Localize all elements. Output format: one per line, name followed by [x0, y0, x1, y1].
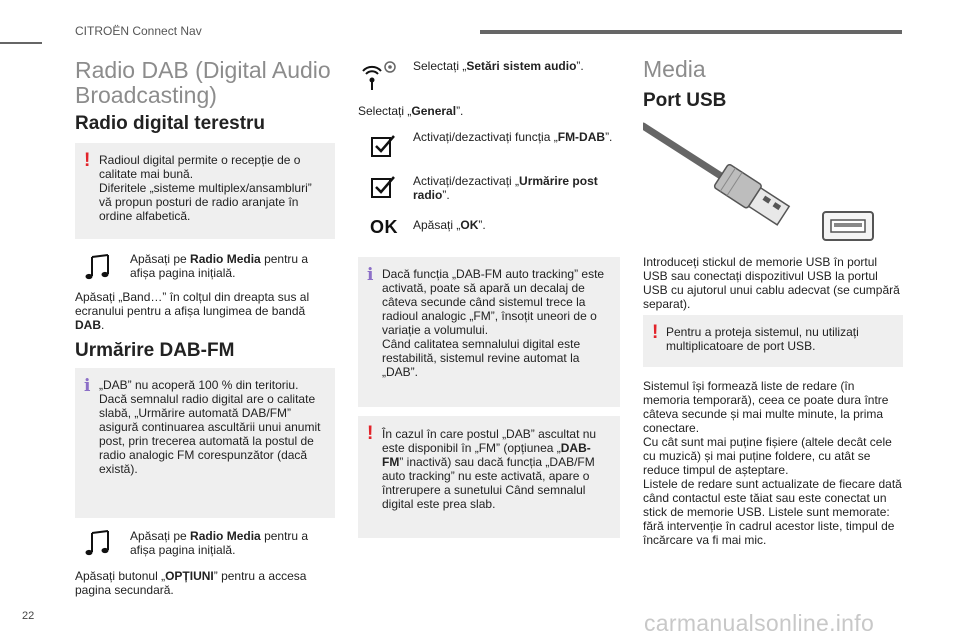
usb-connector-illustration [643, 120, 883, 245]
note-text-part: În cazul în care postul „DAB” ascultat nu este disponibil în „FM” (opțiunea „ [382, 427, 597, 455]
step-open-radio-media [130, 252, 330, 280]
step-open-radio-media-2 [130, 529, 330, 557]
header-rule-left [0, 42, 42, 44]
step-text: Apăsați pe [130, 252, 191, 266]
note-text-part: ” inactivă) sau dacă funcția „DAB/FM auto tracking” nu este activată, apare o întrerupere a sunetului Când semnalul digital este prea slab. [382, 455, 595, 511]
step-keyword: Radio Media [190, 529, 261, 543]
step-text: ”. [576, 59, 584, 73]
checkbox-icon [370, 173, 396, 199]
info-note-text: „DAB” nu acoperă 100 % din teritoriu. Dacă semnalul radio digital are o calitate slabă, „Urmărire automată DAB/FM” asigură continuarea ascultării unui anumit post, prin trecerea automată la postul de radio analogic FM corespunzător (dacă există). [99, 378, 321, 476]
music-note-icon [84, 252, 114, 282]
step-keyword: Radio Media [190, 252, 261, 266]
title-line-1: Radio DAB (Digital Audio [75, 57, 331, 83]
ok-icon-label: OK [370, 216, 398, 237]
page-section-title-media: Media [643, 56, 706, 82]
paragraph-optiuni [75, 569, 337, 597]
warning-icon: ! [652, 322, 659, 343]
step-keyword: FM-DAB [557, 130, 606, 144]
warning-note-box [643, 315, 903, 367]
page-section-title [75, 58, 345, 108]
heading-port-usb: Port USB [643, 90, 727, 111]
step-toggle-fm-dab [413, 130, 613, 144]
heading-radio-digital-terestru: Radio digital terestru [75, 113, 266, 134]
step-text: Apăsați „ [413, 218, 461, 232]
step-text: Activați/dezactivați „ [413, 174, 520, 188]
para-text: ”. [456, 104, 464, 118]
warning-note-box [75, 143, 335, 239]
ok-icon [364, 214, 404, 240]
paragraph-insert-usb: Introduceți stickul de memorie USB în portul USB sau conectați dispozitivul USB la portul USB cu ajutorul unui cablu adecvat (se cumpără separat). [643, 255, 900, 311]
checkbox-icon [370, 132, 396, 158]
page-number: 22 [22, 610, 35, 622]
note-keyword: DAB-FM [382, 441, 591, 469]
para-keyword: General [411, 104, 457, 118]
paragraph-playlists: Sistemul își formează liste de redare (în memoria temporară), ceea ce poate dura între câteva secunde și mai multe minute, la prima conectare. Cu cât sunt mai puține fișiere (altele decât cele cu muzică) și mai puține foldere, cu atât se reduce timpul de așteptare. Listele de redare sunt actualizate de fiecare dată când contactul este tăiat sau este conectat un stick de memorie USB. Listele sunt memorate: fără intervenție în cadrul acestor liste, timpul de încărcare va fi mai mic. [643, 379, 902, 547]
para-text: Selectați „ [358, 104, 412, 118]
paragraph-select-general [358, 104, 608, 118]
step-text: ”. [605, 130, 613, 144]
step-text: Apăsați pe [130, 529, 191, 543]
warning-note-text [382, 427, 612, 511]
para-text: Apăsați „Band…” în colțul din dreapta sus al ecranului pentru a afișa lungimea de bandă [75, 290, 310, 318]
info-note-box [75, 368, 335, 518]
watermark: carmanualsonline.info [644, 610, 875, 636]
heading-urmarire-dab-fm: Urmărire DAB-FM [75, 340, 235, 361]
header-rule-right [480, 30, 902, 34]
warning-note-text: Radioul digital permite o recepție de o calitate mai bună. Diferitele „sisteme multiplex/ansambluri” vă propun posturi de radio aranjate în ordine alfabetică. [99, 153, 312, 223]
title-line-2: Broadcasting) [75, 82, 217, 108]
warning-icon: ! [84, 150, 91, 171]
step-keyword: OK [460, 218, 479, 232]
info-note-box [358, 257, 620, 407]
music-note-icon [84, 528, 114, 558]
step-text: Activați/dezactivați funcția „ [413, 130, 558, 144]
warning-note-text: Pentru a proteja sistemul, nu utilizați multiplicatoare de port USB. [666, 325, 859, 353]
step-keyword: Setări sistem audio [466, 59, 577, 73]
running-header-title: CITROËN Connect Nav [75, 24, 202, 38]
radio-settings-icon [360, 56, 404, 96]
info-icon: i [84, 376, 91, 396]
para-text: Apăsați butonul „ [75, 569, 166, 583]
step-press-ok [413, 218, 613, 232]
step-toggle-station-tracking [413, 174, 613, 202]
para-text: ” pentru a accesa pagina secundară. [75, 569, 307, 597]
info-icon: i [367, 265, 374, 285]
step-text: Selectați „ [413, 59, 467, 73]
step-text: pentru a afișa pagina inițială. [130, 252, 309, 280]
step-keyword: Urmărire post radio [413, 174, 598, 202]
warning-icon: ! [367, 423, 374, 444]
para-keyword: OPȚIUNI [165, 569, 214, 583]
paragraph-band-dab [75, 290, 337, 332]
para-text: . [101, 318, 105, 332]
step-text: ”. [442, 188, 450, 202]
step-text: pentru a afișa pagina inițială. [130, 529, 309, 557]
warning-note-box [358, 416, 620, 538]
step-select-audio-settings [413, 59, 613, 73]
step-text: ”. [478, 218, 486, 232]
para-keyword: DAB [75, 318, 101, 332]
info-note-text: Dacă funcția „DAB-FM auto tracking” este activată, poate să apară un decalaj de câteva secunde când sistemul trece la radioul analogic „FM”, însoțit uneori de o variație a volumului. Când calitatea semnalului digital este restabilită, sistemul revine automat la „DAB”. [382, 267, 605, 379]
